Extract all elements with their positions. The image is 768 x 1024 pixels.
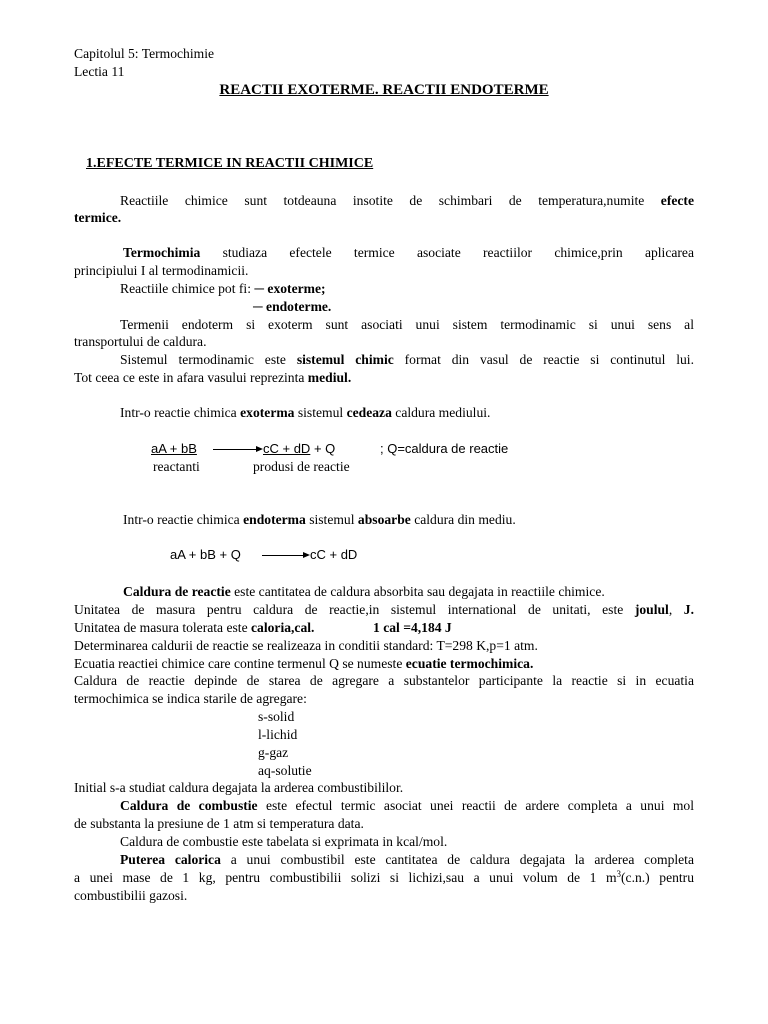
equation-reactants: aA + bB [151, 441, 197, 456]
paragraph-line: Caldura de reactie este cantitatea de caldura absorbita sau degajata in reactiile chimice. [123, 584, 605, 599]
paragraph-line: transportului de caldura. [74, 334, 207, 349]
equation-note: ; Q=caldura de reactie [380, 441, 509, 456]
paragraph-line: Termenii endoterm si exoterm sunt asociati unui sistem termodinamic si unui sens al [120, 317, 694, 332]
label-reactants: reactanti [153, 459, 200, 474]
paragraph-line: Sistemul termodinamic este sistemul chimic format din vasul de reactie si continutul lui. [120, 352, 694, 367]
paragraph-line: Puterea calorica a unui combustibil este cantitatea de caldura degajata la arderea completa [120, 852, 694, 867]
paragraph-line: Reactiile chimice sunt totdeauna insotite de schimbari de temperatura,numite efecte [120, 193, 694, 208]
paragraph-line: principiului I al termodinamicii. [74, 263, 249, 278]
label-products: produsi de reactie [253, 459, 350, 474]
list-item: g-gaz [258, 745, 289, 760]
paragraph-line: Unitatea de masura pentru caldura de reactie,in sistemul international de unitati, este joulul, J. [74, 602, 694, 617]
list-item: aq-solutie [258, 763, 312, 778]
document-title: REACTII EXOTERME. REACTII ENDOTERME [219, 82, 549, 98]
paragraph-line: Caldura de reactie depinde de starea de agregare a substantelor participante la reactie si in ecuatia [74, 673, 694, 688]
paragraph-line: Unitatea de masura tolerata este caloria,cal. [74, 620, 315, 635]
paragraph-line: Ecuatia reactiei chimice care contine termenul Q se numeste ecuatie termochimica. [74, 656, 534, 671]
reaction-arrow-icon [213, 449, 261, 450]
paragraph-line: Tot ceea ce este in afara vasului reprezinta mediul. [74, 370, 352, 385]
paragraph-line: Caldura de combustie este tabelata si exprimata in kcal/mol. [120, 834, 448, 849]
paragraph-line: Intr-o reactie chimica exoterma sistemul cedeaza caldura mediului. [120, 405, 491, 420]
paragraph-line: Intr-o reactie chimica endoterma sistemul absoarbe caldura din mediu. [123, 512, 516, 527]
equation-products: cC + dD [310, 547, 358, 562]
paragraph-line: termochimica se indica starile de agregare: [74, 691, 307, 706]
chapter-header: Capitolul 5: Termochimie [74, 46, 214, 61]
section-heading: 1.EFECTE TERMICE IN REACTII CHIMICE [86, 156, 374, 171]
conversion-value: 1 cal =4,184 J [373, 620, 452, 635]
list-item: l-lichid [258, 727, 298, 742]
paragraph-line: Termochimia studiaza efectele termice asociate reactiilor chimice,prin aplicarea [123, 245, 694, 260]
equation-products: cC + dD + Q [263, 441, 336, 456]
lesson-header: Lectia 11 [74, 64, 125, 79]
paragraph-line: Reactiile chimice pot fi: ─ exoterme; [120, 281, 326, 296]
paragraph-line: ─ endoterme. [253, 299, 332, 314]
paragraph-line: combustibilii gazosi. [74, 888, 188, 903]
paragraph-line: termice. [74, 210, 122, 225]
paragraph-line: de substanta la presiune de 1 atm si temperatura data. [74, 816, 364, 831]
reaction-arrow-icon [262, 555, 308, 556]
equation-reactants: aA + bB + Q [170, 547, 241, 562]
paragraph-line: Caldura de combustie este efectul termic asociat unei reactii de ardere completa a unui mol [120, 798, 694, 813]
paragraph-line: a unei mase de 1 kg, pentru combustibilii solizi si lichizi,sau a unui volum de 1 $m^3(c.n.)$ pentru [74, 869, 694, 885]
list-item: s-solid [258, 709, 295, 724]
paragraph-line: Determinarea caldurii de reactie se realizeaza in conditii standard: T=298 K,p=1 atm. [74, 638, 538, 653]
paragraph-line: Initial s-a studiat caldura degajata la arderea combustibililor. [74, 780, 404, 795]
